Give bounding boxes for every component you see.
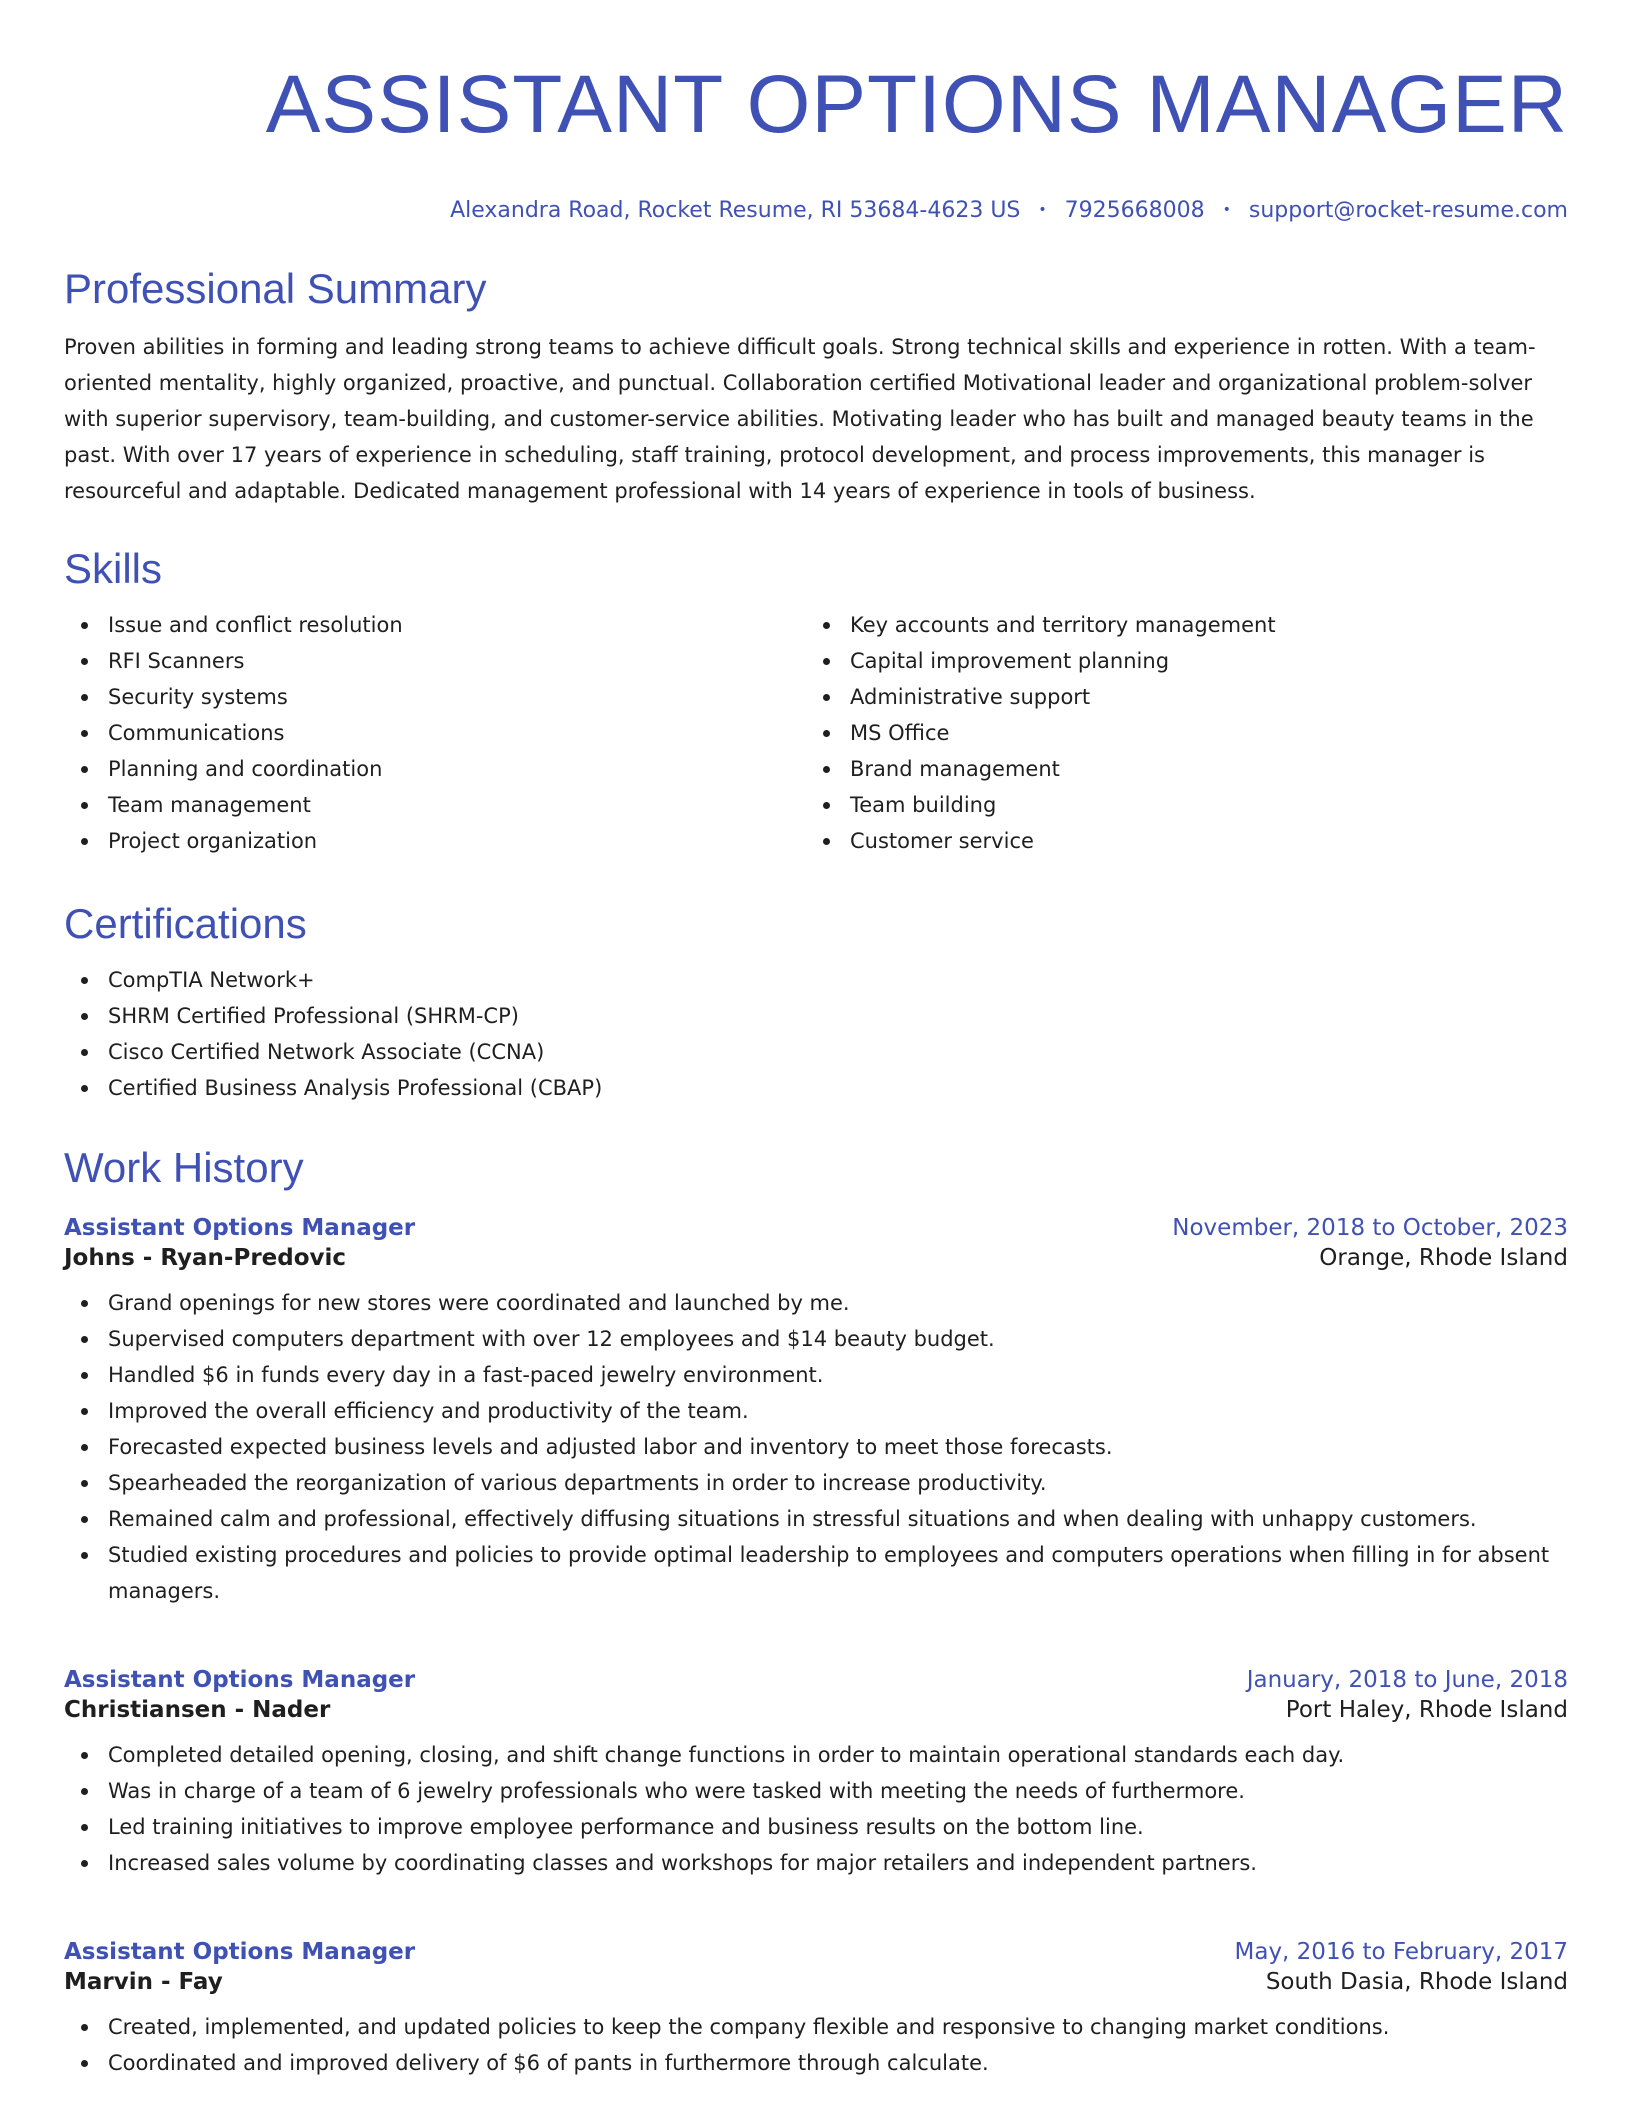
- job-bullet: Remained calm and professional, effectively diffusing situations in stressful situations and when dealing with unhappy customers.: [64, 1501, 1568, 1537]
- contact-email[interactable]: support@rocket-resume.com: [1248, 198, 1568, 223]
- job-entry: [64, 1937, 1568, 2081]
- job-bullet: Completed detailed opening, closing, and shift change functions in order to maintain operational standards each day.: [64, 1737, 1568, 1773]
- job-company-row: [64, 1695, 1568, 1725]
- job-dates: May, 2016 to February, 2017: [1234, 1939, 1568, 1965]
- section-title-skills: Skills: [64, 545, 163, 592]
- professional-summary-section: [64, 263, 1568, 509]
- resume-header: [64, 0, 1568, 225]
- section-title-certifications: Certifications: [64, 900, 307, 947]
- job-bullet: Was in charge of a team of 6 jewelry professionals who were tasked with meeting the needs of furthermore.: [64, 1773, 1568, 1809]
- skill-item: Issue and conflict resolution: [64, 607, 806, 643]
- skill-item: Customer service: [806, 823, 1548, 859]
- job-bullet: Improved the overall efficiency and productivity of the team.: [64, 1393, 1568, 1429]
- job-company: Marvin - Fay: [64, 1969, 223, 1995]
- job-bullets: [64, 1285, 1568, 1609]
- skill-item: Team building: [806, 787, 1548, 823]
- contact-separator: •: [1038, 202, 1047, 218]
- certifications-list: [64, 962, 1568, 1106]
- job-entry: [64, 1665, 1568, 1881]
- job-title: Assistant Options Manager: [64, 1215, 416, 1241]
- skill-item: Capital improvement planning: [806, 643, 1548, 679]
- candidate-title: ASSISTANT OPTIONS MANAGER: [265, 59, 1568, 150]
- section-title-work-history: Work History: [64, 1144, 304, 1191]
- job-header-row: [64, 1213, 1568, 1243]
- job-bullet: Handled $6 in funds every day in a fast-paced jewelry environment.: [64, 1357, 1568, 1393]
- certification-item: Certified Business Analysis Professional (CBAP): [64, 1070, 1568, 1106]
- job-location: South Dasia, Rhode Island: [1265, 1969, 1568, 1995]
- skill-item: Security systems: [64, 679, 806, 715]
- skill-item: RFI Scanners: [64, 643, 806, 679]
- job-bullets: [64, 2009, 1568, 2081]
- skills-list-left: [64, 607, 806, 859]
- job-location: Orange, Rhode Island: [1319, 1245, 1568, 1271]
- skill-item: Administrative support: [806, 679, 1548, 715]
- skill-item: Brand management: [806, 751, 1548, 787]
- job-bullet: Created, implemented, and updated policies to keep the company flexible and responsive to changing market conditions.: [64, 2009, 1568, 2045]
- job-entry: [64, 1213, 1568, 1609]
- certifications-section: [64, 898, 1568, 1106]
- job-company-row: [64, 1243, 1568, 1273]
- certification-item: Cisco Certified Network Associate (CCNA): [64, 1034, 1568, 1070]
- contact-address: Alexandra Road, Rocket Resume, RI 53684-4623 US: [450, 198, 1021, 223]
- job-bullet: Spearheaded the reorganization of various departments in order to increase productivity.: [64, 1465, 1568, 1501]
- contact-phone[interactable]: 7925668008: [1064, 198, 1205, 223]
- job-location: Port Haley, Rhode Island: [1285, 1697, 1568, 1723]
- skills-columns: [64, 607, 1568, 859]
- skill-item: Team management: [64, 787, 806, 823]
- skill-item: Communications: [64, 715, 806, 751]
- job-header-row: [64, 1665, 1568, 1695]
- job-bullet: Increased sales volume by coordinating classes and workshops for major retailers and independent partners.: [64, 1845, 1568, 1881]
- job-header-row: [64, 1937, 1568, 1967]
- skill-item: MS Office: [806, 715, 1548, 751]
- resume-page: [64, 0, 1568, 2075]
- skill-item: Planning and coordination: [64, 751, 806, 787]
- job-company: Johns - Ryan-Predovic: [64, 1245, 347, 1271]
- summary-text: Proven abilities in forming and leading strong teams to achieve difficult goals. Strong technical skills and experience in rotten. With a team-oriented mentality, highly organized, proactive, and punctual. Collaboration certified Motivational leader and organizational problem-solver with superior supervisory, team-building, and customer-service abilities. Motivating leader who has built and managed beauty teams in the past. With over 17 years of experience in scheduling, staff training, protocol development, and process improvements, this manager is resourceful and adaptable. Dedicated management professional with 14 years of experience in tools of business.: [64, 335, 1536, 503]
- job-company-row: [64, 1967, 1568, 1997]
- job-title: Assistant Options Manager: [64, 1667, 416, 1693]
- skills-section: [64, 543, 1568, 859]
- job-bullet: Grand openings for new stores were coordinated and launched by me.: [64, 1285, 1568, 1321]
- job-bullet: Forecasted expected business levels and adjusted labor and inventory to meet those forecasts.: [64, 1429, 1568, 1465]
- certification-item: CompTIA Network+: [64, 962, 1568, 998]
- job-dates: January, 2018 to June, 2018: [1246, 1667, 1568, 1693]
- skill-item: Key accounts and territory management: [806, 607, 1548, 643]
- job-bullet: Led training initiatives to improve employee performance and business results on the bottom line.: [64, 1809, 1568, 1845]
- certification-item: SHRM Certified Professional (SHRM-CP): [64, 998, 1568, 1034]
- job-bullets: [64, 1737, 1568, 1881]
- job-title: Assistant Options Manager: [64, 1939, 416, 1965]
- job-bullet: Supervised computers department with over 12 employees and $14 beauty budget.: [64, 1321, 1568, 1357]
- work-history-section: [64, 1142, 1568, 2075]
- skill-item: Project organization: [64, 823, 806, 859]
- job-bullet: Studied existing procedures and policies to provide optimal leadership to employees and computers operations when filling in for absent managers.: [64, 1537, 1568, 1609]
- job-company: Christiansen - Nader: [64, 1697, 331, 1723]
- job-dates: November, 2018 to October, 2023: [1172, 1215, 1568, 1241]
- section-title-summary: Professional Summary: [64, 265, 487, 312]
- contact-separator: •: [1222, 202, 1231, 218]
- job-bullet: Coordinated and improved delivery of $6 of pants in furthermore through calculate.: [64, 2045, 1568, 2081]
- contact-line: [64, 196, 1568, 225]
- skills-list-right: [806, 607, 1548, 859]
